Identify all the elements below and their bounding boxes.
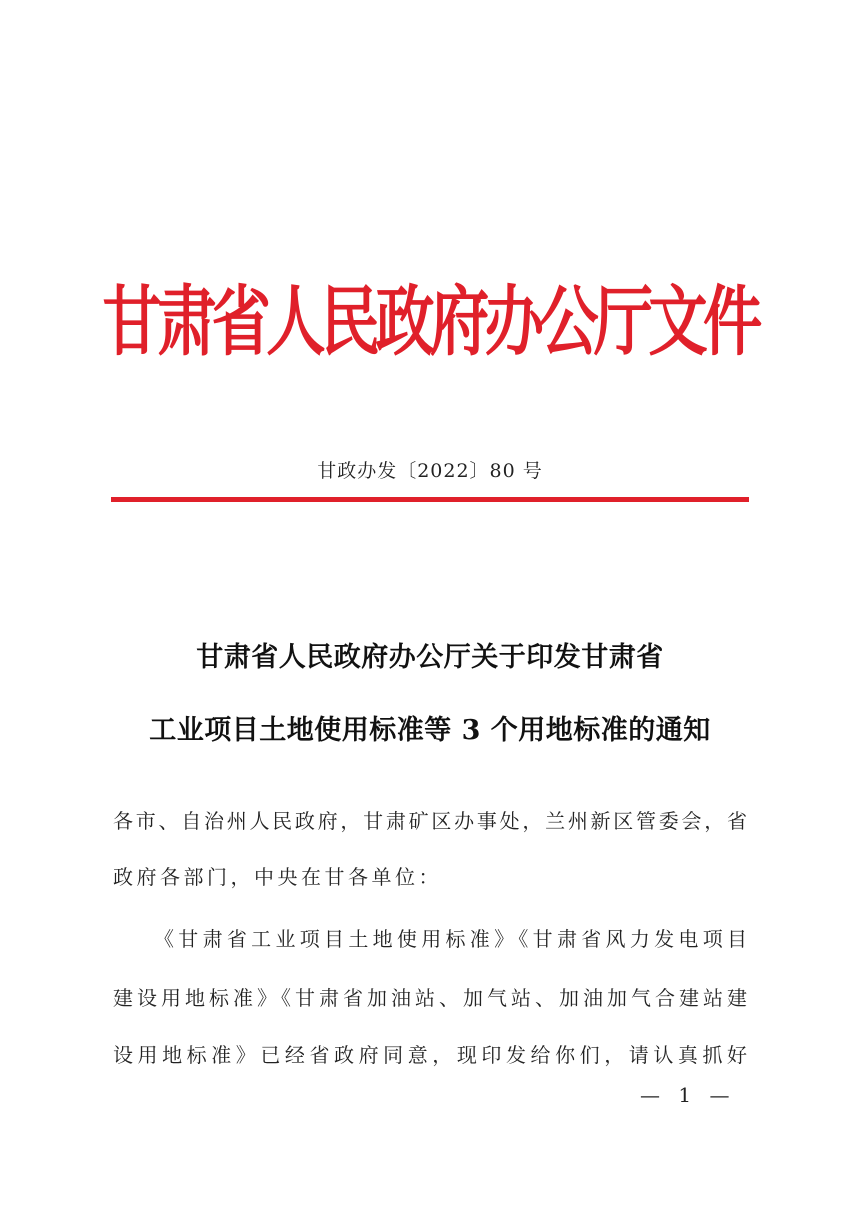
body-addressee-line-2: 政府各部门，中央在甘各单位：: [113, 865, 442, 889]
notice-title-line-2: 工业项目土地使用标准等 3 个用地标准的通知: [149, 715, 711, 746]
red-divider-rule: [111, 497, 749, 502]
body-paragraph-line-3: 设用地标准》已经省政府同意，现印发给你们，请认真抓好: [113, 1043, 747, 1067]
body-addressee-line-1: 各市、自治州人民政府，甘肃矿区办事处，兰州新区管委会，省: [113, 809, 747, 833]
page-number: — 1 —: [640, 1083, 736, 1107]
document-number: 甘政办发〔2022〕80 号: [317, 460, 543, 482]
body-paragraph-line-1: 《甘肃省工业项目土地使用标准》《甘肃省风力发电项目: [154, 927, 747, 951]
document-masthead: 甘肃省人民政府办公厅文件: [102, 277, 758, 366]
notice-title-line-1: 甘肃省人民政府办公厅关于印发甘肃省: [196, 642, 664, 673]
body-paragraph-line-2: 建设用地标准》《甘肃省加油站、加气站、加油加气合建站建: [113, 986, 747, 1010]
